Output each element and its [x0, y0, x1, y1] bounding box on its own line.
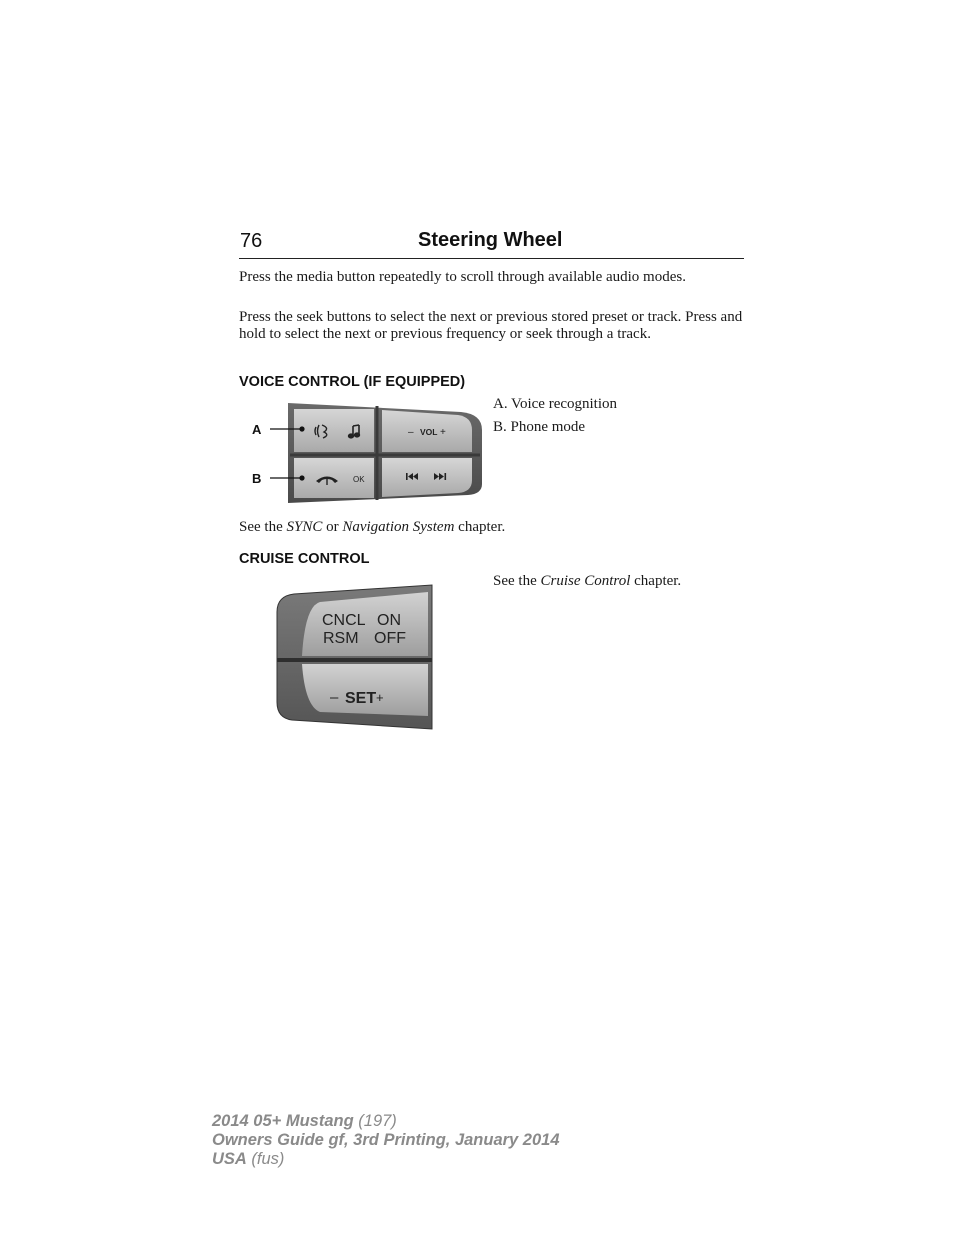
- cruise-control-chapter-reference: Cruise Control: [540, 573, 631, 589]
- footer-edition: Owners Guide gf, 3rd Printing, January 2014: [212, 1131, 560, 1149]
- set-plus-label: +: [376, 690, 384, 705]
- footer-market-code: (fus): [246, 1150, 285, 1168]
- voice-control-figure: [246, 400, 486, 506]
- media-button-paragraph: Press the media button repeatedly to scroll through available audio modes.: [239, 269, 686, 285]
- callout-a: A: [252, 422, 262, 437]
- page-footer: [212, 1112, 560, 1169]
- off-label: OFF: [374, 630, 406, 647]
- caption-phone-mode: B. Phone mode: [493, 419, 586, 435]
- voice-control-heading: VOICE CONTROL (IF EQUIPPED): [239, 374, 466, 390]
- navigation-chapter-reference: Navigation System: [342, 519, 455, 535]
- footer-line-2: [212, 1131, 560, 1150]
- cancel-label: CNCL: [322, 612, 366, 629]
- set-minus-label: –: [330, 689, 339, 706]
- see-suffix: chapter.: [630, 573, 682, 589]
- seek-buttons-paragraph: Press the seek buttons to select the next or previous stored preset or track. Press and hold to select the next or previous frequency or seek through a track.: [239, 309, 743, 342]
- volume-label: VOL: [420, 427, 438, 437]
- footer-market: USA: [212, 1150, 247, 1168]
- volume-minus-label: –: [408, 427, 414, 438]
- footer-page-index: (197): [353, 1112, 397, 1130]
- footer-line-3: [212, 1150, 560, 1169]
- callout-b: B: [252, 471, 262, 486]
- footer-model: 2014 05+ Mustang: [212, 1112, 354, 1130]
- page-header: [239, 228, 744, 259]
- see-middle: or: [322, 519, 343, 535]
- see-prefix: See the: [239, 519, 287, 535]
- see-prefix: See the: [493, 573, 541, 589]
- resume-label: RSM: [323, 630, 359, 647]
- footer-line-1: [212, 1112, 560, 1131]
- voice-see-reference: [239, 519, 744, 536]
- cruise-see-reference: [493, 573, 681, 590]
- caption-voice-recognition: A. Voice recognition: [493, 396, 618, 412]
- ok-button-label: OK: [353, 475, 365, 484]
- sync-chapter-reference: SYNC: [286, 519, 323, 535]
- on-label: ON: [377, 612, 401, 629]
- set-label: SET: [345, 690, 377, 707]
- volume-plus-label: +: [440, 427, 446, 438]
- see-suffix: chapter.: [454, 519, 506, 535]
- cruise-control-heading: CRUISE CONTROL: [239, 551, 370, 567]
- page-number: 76: [240, 230, 263, 252]
- cruise-control-figure: [272, 582, 438, 734]
- page-title: Steering Wheel: [418, 229, 563, 251]
